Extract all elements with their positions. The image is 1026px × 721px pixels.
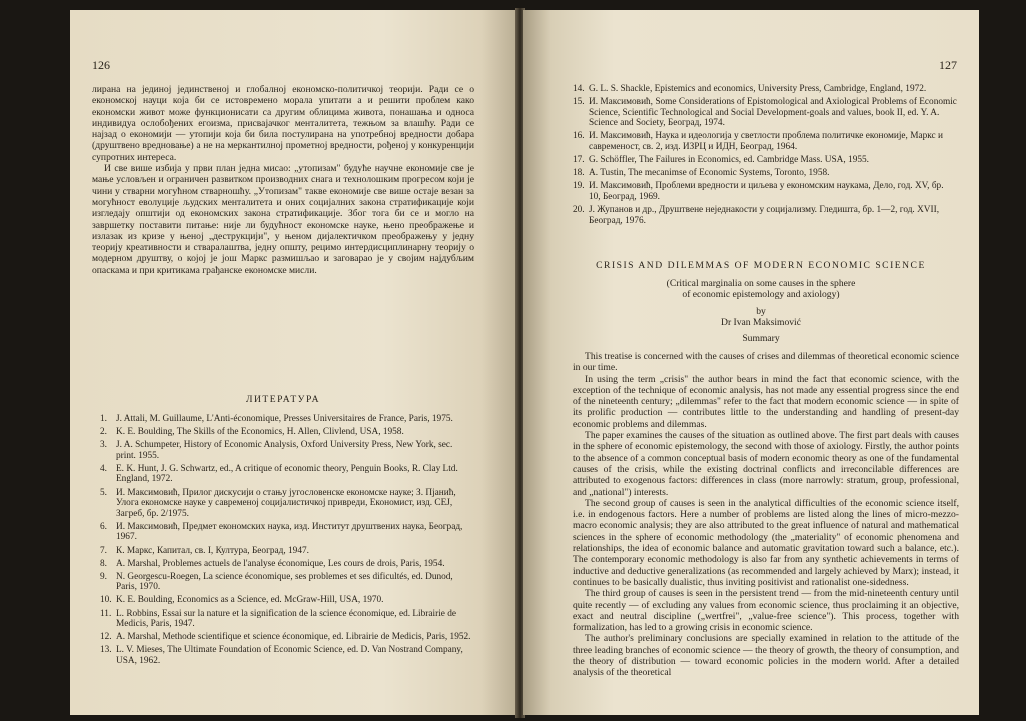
- article-title: CRISIS AND DILEMMAS OF MODERN ECONOMIC SCIENCE: [596, 260, 926, 271]
- reference-item: 2. K. E. Boulding, The Skills of the Economics, H. Allen, Clivlend, USA, 1958.: [100, 427, 404, 438]
- page-number: 126: [92, 58, 110, 72]
- reference-item: 6. И. Максимовић, Предмет економских наука, изд. Институт друштвених наука, Београд, 1967.: [100, 521, 463, 543]
- reference-item: 10. K. E. Boulding, Economics as a Science, ed. McGraw-Hill, USA, 1970.: [100, 595, 384, 606]
- literature-heading: ЛИТЕРАТУРА: [245, 394, 321, 405]
- paragraph: И све више избија у први план једна мисао: „утопизам" будуће научне економије све је мање условљен и ограничен развитком производних снага и технолошким прогресом који је чини у стварни могућном стварношћу. „Утопизам" такве економије све више остаје везан за могућност еволуције људских менталитета и оних социјалних закона стратификације који изгледају општији од економских закона стратификације. Због тога би се и могло на завршетку поставити питање: није ли будућност економске науке, њено преображење и излазак из кризе у њеној „деструкцији", у њеном дијалектичком преображењу у једну теорију креативности и стваралаштва, једну општу, рецимо интердисциплинарну теорију о модерном друштву, о којој је још Маркс размишљао и заговарао је у својим најдубљим опаскама и при критикама грађанске економске мисли.: [92, 163, 474, 276]
- right-page: [523, 10, 979, 715]
- by-label: by: [756, 306, 766, 317]
- reference-item: 4. E. K. Hunt, J. G. Schwartz, ed., A critique of economic theory, Penguin Books, R. Clay Ltd. England, 1972.: [100, 463, 458, 485]
- reference-list: [100, 414, 474, 669]
- reference-item: 13. L. V. Mieses, The Ultimate Foundation of Economic Science, ed. D. Van Nostrand Company, USA, 1962.: [100, 645, 463, 666]
- subtitle-line: (Critical marginalia on some causes in the sphere: [666, 278, 856, 289]
- reference-item: 15. И. Максимовић, Some Considerations of Epistomological and Axiological Problems of Economic Science, Scientific Technological and Social Development-goals and values, book II, ed. Y. A. Science and Society, Београд, 1974.: [573, 97, 957, 129]
- reference-item: 3. J. A. Schumpeter, History of Economic Analysis, Oxford University Press, New York, sec. print. 1955.: [100, 440, 453, 461]
- reference-item: 20. Ј. Жупанов и др., Друштвене неједнакости у социјализму. Гледишта, бр. 1—2, год. XVII, Београд, 1976.: [573, 204, 940, 226]
- left-page: [70, 10, 517, 715]
- reference-item: 11. L. Robbins, Essai sur la nature et la signification de la science économique, ed. Librairie de Medicis, Paris, 1947.: [100, 608, 456, 630]
- author-name: Dr Ivan Maksimović: [721, 317, 801, 329]
- reference-list: [573, 84, 957, 229]
- paragraph: The paper examines the causes of the situation as outlined above. The first part deals with causes in the sphere of economic epistemology, the second with those of axiology. Firstly, the author points to the absence of a common conceptual basis of modern economic theory as one of the fundamental causes of the crisis, while the existing doctrinal conflicts and irreconcilable differences are attributed to exogenous factors: differences in class (more narrowly: stratum, group, professional, and „national") interests.: [573, 430, 959, 498]
- reference-item: 8. A. Marshal, Problemes actuels de l'analyse économique, Les cours de drois, Paris, 1954.: [100, 558, 445, 569]
- reference-item: 7. К. Маркс, Капитал, св. I, Култура, Београд, 1947.: [100, 545, 309, 556]
- paragraph: The author's preliminary conclusions are specially examined in relation to the attitude of the three leading branches of economic science — the theory of growth, the theory of consumption, and the theory of distribution — toward economic policies in the modern world. After a detailed analysis of the theoretical: [573, 633, 959, 679]
- paragraph: лирана на јединој јединственој и глобалној економско-политичкој теорији. Ради се о економској науци која би се истовремено морала упитати а и решити проблем како економски живот може функционисати са другим облицима живота, понашања и односа индивидуа ослобођених егоизма, присвајачког менталитета, тежњом за влашћу. Ради се најзад о економији — утопији која би била постулирана на употребној вредности добара (друштвено вредновање) а не на меркантилној прометној вредности, рођеној у конкуренцији супротних интереса.: [92, 84, 474, 163]
- reference-item: 14. G. L. S. Shackle, Epistemics and economics, University Press, Cambridge, England, 1972.: [573, 84, 927, 94]
- summary-body: [573, 351, 959, 679]
- paragraph: The third group of causes is seen in the persistent trend — from the mid-nineteenth century until quite recently — of excluding any values from economic science, thus proclaiming it an objective, exact and neutral discipline („wertfrei", „value-free science"). This process, together with formalization, has led to a growing crisis in economic science.: [573, 588, 959, 634]
- reference-item: 9. N. Georgescu-Roegen, La science économique, ses problemes et ses dificultés, ed. Dunod, Paris, 1970.: [100, 571, 453, 593]
- reference-item: 19. И. Максимовић, Проблеми вредности и циљева у економским наукама, Дело, год. XV, бр. 10, Београд, 1969.: [573, 181, 944, 202]
- body-text: [92, 84, 474, 276]
- article-subtitle: [565, 278, 957, 301]
- reference-item: 18. A. Tustin, The mecanimse of Economic Systems, Toronto, 1958.: [573, 168, 830, 179]
- reference-item: 5. И. Максимовић, Прилог дискусији о стању југословенске економске науке; З. Пјанић, Улога економске науке у савременој социјалистичкој привреди, Економист, изд. СЕЈ, Загреб, бр. 2/1975.: [100, 487, 456, 519]
- subtitle-line: of economic epistemology and axiology): [682, 289, 840, 301]
- paragraph: The second group of causes is seen in the analytical difficulties of the economic science itself, i.e. in endogenous factors. Here a number of problems are listed along the lines of micro-mezzo-macro economic analysis; they are also attributed to the great influence of natural and mathematical sciences in the sphere of economic methodology (the „materiality" of economic phenomena and relationships, the idea of economic balance and automatic gravitation toward such a balance, etc.). The contemporary economic methodology is also far from any synthetic achievements in terms of inductive and deductive generalizations (as recommended and largely achieved by Marx); instead, it continues to be basically dualistic, thus inviting positivist and rationalist one-sidedness.: [573, 497, 959, 588]
- paragraph: This treatise is concerned with the causes of crises and dilemmas of theoretical economic science in our time.: [573, 351, 959, 374]
- page-number: 127: [939, 58, 957, 72]
- paragraph: In using the term „crisis" the author bears in mind the fact that economic science, with the exception of the technique of economic analysis, has not made any essential progress since the end of the nineteenth century; „dilemmas" refer to the fact that modern economic science — in spite of its prolific production — contributes little to the understanding and handling of present-day economic problems and dilemmas.: [573, 373, 959, 430]
- summary-heading: Summary: [742, 333, 780, 344]
- reference-item: 1. J. Attali, M. Guillaume, L'Anti-économique, Presses Universitaires de France, Paris, 1975.: [100, 414, 453, 424]
- byline: [565, 306, 957, 329]
- reference-item: 12. A. Marshal, Methode scientifique et science économique, ed. Librairie de Medicis, Paris, 1952.: [100, 632, 471, 643]
- reference-item: 17. G. Schöffler, The Failures in Economics, ed. Cambridge Mass. USA, 1955.: [573, 155, 869, 166]
- reference-item: 16. И. Максимовић, Наука и идеологија у светлости проблема политичке економије, Маркс и савременост, св. 2, изд. ИЗРЦ и ИДН, Београд, 1964.: [573, 131, 943, 152]
